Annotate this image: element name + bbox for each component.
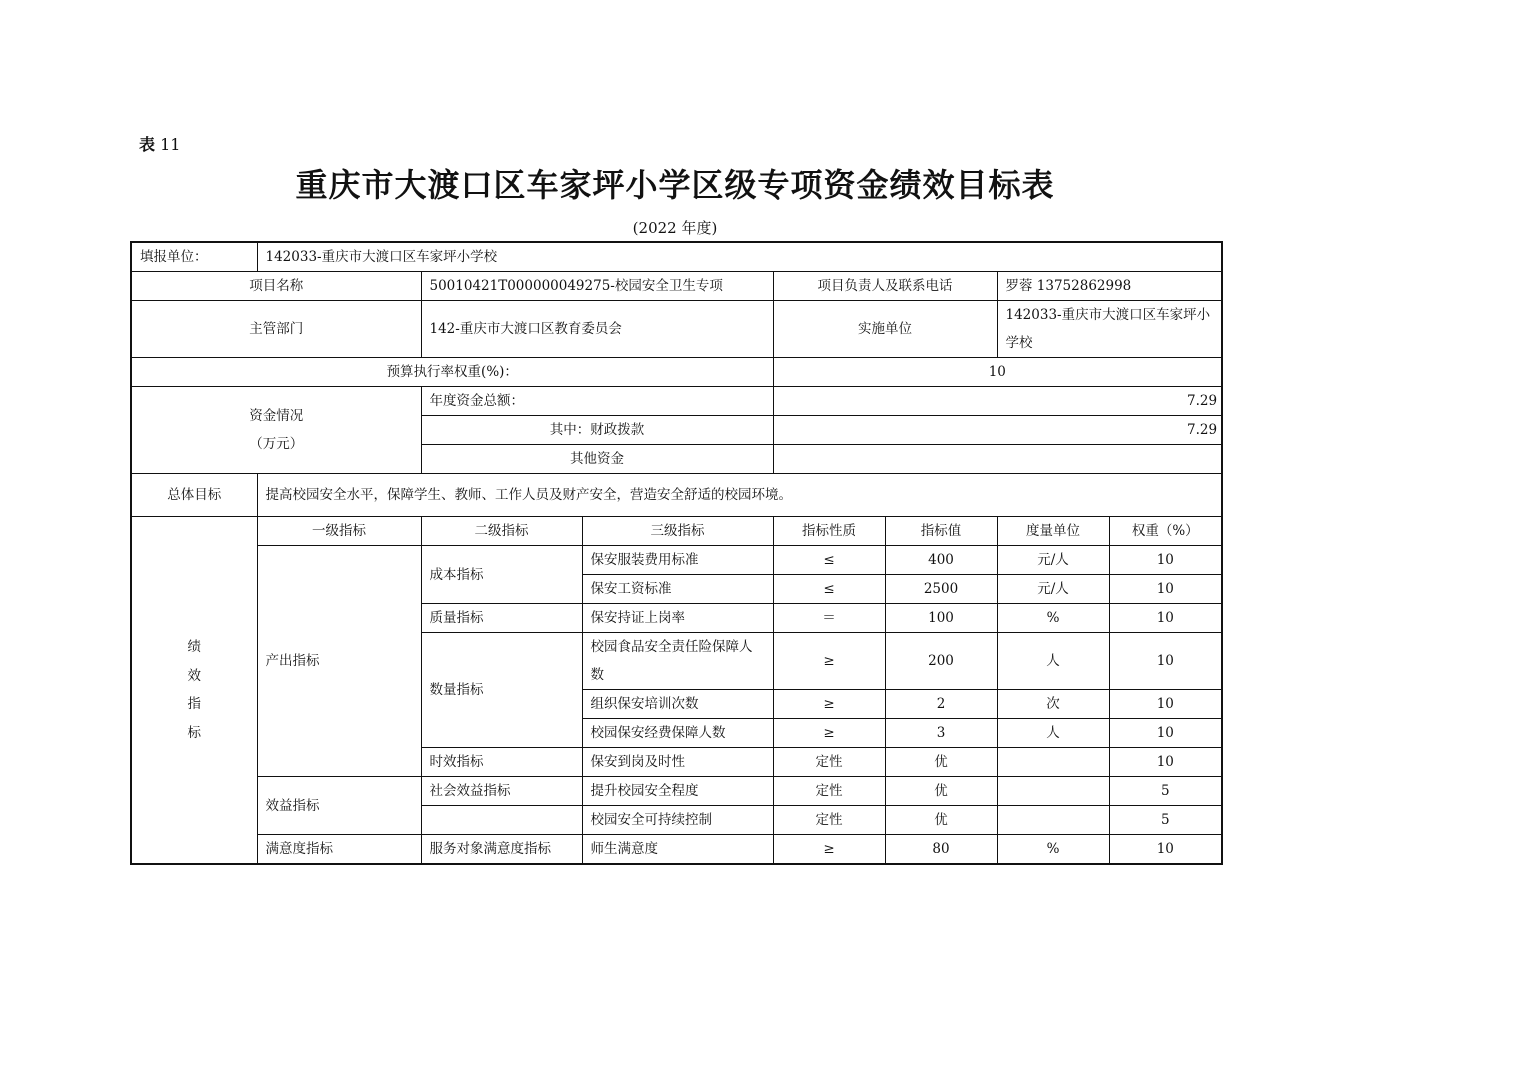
indicator-unit: 元/人 [997, 575, 1109, 604]
col-header: 三级指标 [582, 517, 773, 546]
project-leader-value: 罗蓉 13752862998 [997, 272, 1222, 301]
annual-total-label: 年度资金总额： [421, 387, 773, 416]
col-header: 指标性质 [773, 517, 885, 546]
indicator-unit: % [997, 604, 1109, 633]
table-row [131, 835, 1222, 865]
table-row [131, 777, 1222, 806]
project-name-row [131, 272, 1222, 301]
indicator-nature: ≥ [773, 835, 885, 865]
indicator-value: 3 [885, 719, 997, 748]
indicator-unit: % [997, 835, 1109, 865]
section-char: 绩 [187, 639, 201, 655]
level2-social: 社会效益指标 [421, 777, 582, 806]
level2-quality: 质量指标 [421, 604, 582, 633]
indicator-nature: ≤ [773, 546, 885, 575]
indicator-unit: 元/人 [997, 546, 1109, 575]
indicator-weight: 10 [1109, 748, 1222, 777]
project-leader-label: 项目负责人及联系电话 [773, 272, 997, 301]
project-name-label: 项目名称 [131, 272, 421, 301]
indicator-unit: 人 [997, 633, 1109, 690]
indicator-weight: 10 [1109, 690, 1222, 719]
indicator-value: 400 [885, 546, 997, 575]
level2-quantity: 数量指标 [421, 633, 582, 748]
impl-label: 实施单位 [773, 301, 997, 358]
other-funds-value [773, 445, 1222, 474]
level2-cost: 成本指标 [421, 546, 582, 604]
other-funds-label: 其他资金 [421, 445, 773, 474]
indicator-weight: 5 [1109, 777, 1222, 806]
indicator-weight: 10 [1109, 835, 1222, 865]
indicator-section-label [131, 517, 257, 865]
funds-label: 资金情况 [249, 408, 304, 424]
budget-weight-label: 预算执行率权重(%)： [131, 358, 773, 387]
indicator-unit [997, 806, 1109, 835]
indicator-unit: 人 [997, 719, 1109, 748]
level2-empty [421, 806, 582, 835]
level1-benefit: 效益指标 [257, 777, 421, 835]
indicator-value: 优 [885, 748, 997, 777]
indicator-unit [997, 777, 1109, 806]
indicator-nature: ≥ [773, 719, 885, 748]
indicator-weight: 10 [1109, 604, 1222, 633]
indicator-value: 2500 [885, 575, 997, 604]
budget-weight-row [131, 358, 1222, 387]
funds-cell [131, 387, 421, 474]
indicator-name: 校园安全可持续控制 [582, 806, 773, 835]
indicator-unit [997, 748, 1109, 777]
col-header: 一级指标 [257, 517, 421, 546]
indicator-nature: ＝ [773, 604, 885, 633]
indicator-nature: 定性 [773, 748, 885, 777]
indicator-name: 保安工资标准 [582, 575, 773, 604]
indicator-weight: 10 [1109, 575, 1222, 604]
indicator-value: 200 [885, 633, 997, 690]
dept-value: 142-重庆市大渡口区教育委员会 [421, 301, 773, 358]
level1-output: 产出指标 [257, 546, 421, 777]
indicator-name: 保安到岗及时性 [582, 748, 773, 777]
fill-unit-row [131, 242, 1222, 272]
fiscal-value: 7.29 [773, 416, 1222, 445]
indicator-weight: 5 [1109, 806, 1222, 835]
indicator-value: 2 [885, 690, 997, 719]
indicator-name: 校园保安经费保障人数 [582, 719, 773, 748]
indicator-nature: 定性 [773, 777, 885, 806]
overall-goal-value: 提高校园安全水平，保障学生、教师、工作人员及财产安全，营造安全舒适的校园环境。 [257, 474, 1222, 517]
table-number [139, 132, 180, 155]
fill-unit-value: 142033-重庆市大渡口区车家坪小学校 [257, 242, 1222, 272]
performance-table [130, 241, 1223, 865]
indicator-weight: 10 [1109, 633, 1222, 690]
indicator-value: 80 [885, 835, 997, 865]
overall-goal-row [131, 474, 1222, 517]
budget-weight-value: 10 [773, 358, 1222, 387]
indicator-value: 优 [885, 806, 997, 835]
indicator-weight: 10 [1109, 546, 1222, 575]
fiscal-label: 其中：财政拨款 [421, 416, 773, 445]
indicator-header-row [131, 517, 1222, 546]
indicator-name: 组织保安培训次数 [582, 690, 773, 719]
table-no: 11 [160, 135, 181, 154]
indicator-weight: 10 [1109, 719, 1222, 748]
level2-timeliness: 时效指标 [421, 748, 582, 777]
level1-satisfaction: 满意度指标 [257, 835, 421, 865]
dept-row [131, 301, 1222, 358]
table-prefix: 表 [139, 135, 156, 154]
col-header: 权重（%） [1109, 517, 1222, 546]
annual-total-row [131, 387, 1222, 416]
project-name-value: 50010421T000000049275-校园安全卫生专项 [421, 272, 773, 301]
indicator-nature: ≤ [773, 575, 885, 604]
indicator-nature: ≥ [773, 633, 885, 690]
indicator-name: 保安持证上岗率 [582, 604, 773, 633]
annual-total-value: 7.29 [773, 387, 1222, 416]
section-char: 标 [187, 724, 201, 741]
indicator-unit: 次 [997, 690, 1109, 719]
section-char: 指 [187, 696, 201, 712]
funds-unit: （万元） [249, 436, 304, 452]
indicator-name: 提升校园安全程度 [582, 777, 773, 806]
year-label: (2022 年度) [632, 219, 718, 237]
indicator-name: 校园食品安全责任险保障人数 [582, 633, 773, 690]
page-title: 重庆市大渡口区车家坪小学区级专项资金绩效目标表 [295, 166, 1055, 204]
indicator-name: 师生满意度 [582, 835, 773, 865]
indicator-value: 100 [885, 604, 997, 633]
indicator-nature: 定性 [773, 806, 885, 835]
indicator-value: 优 [885, 777, 997, 806]
col-header: 指标值 [885, 517, 997, 546]
col-header: 度量单位 [997, 517, 1109, 546]
table-row [131, 546, 1222, 575]
dept-label: 主管部门 [131, 301, 421, 358]
indicator-nature: ≥ [773, 690, 885, 719]
overall-goal-label: 总体目标 [131, 474, 257, 517]
level2-service: 服务对象满意度指标 [421, 835, 582, 865]
indicator-name: 保安服装费用标准 [582, 546, 773, 575]
impl-value: 142033-重庆市大渡口区车家坪小学校 [997, 301, 1222, 358]
section-char: 效 [187, 667, 201, 684]
fill-unit-label: 填报单位： [131, 242, 257, 272]
col-header: 二级指标 [421, 517, 582, 546]
